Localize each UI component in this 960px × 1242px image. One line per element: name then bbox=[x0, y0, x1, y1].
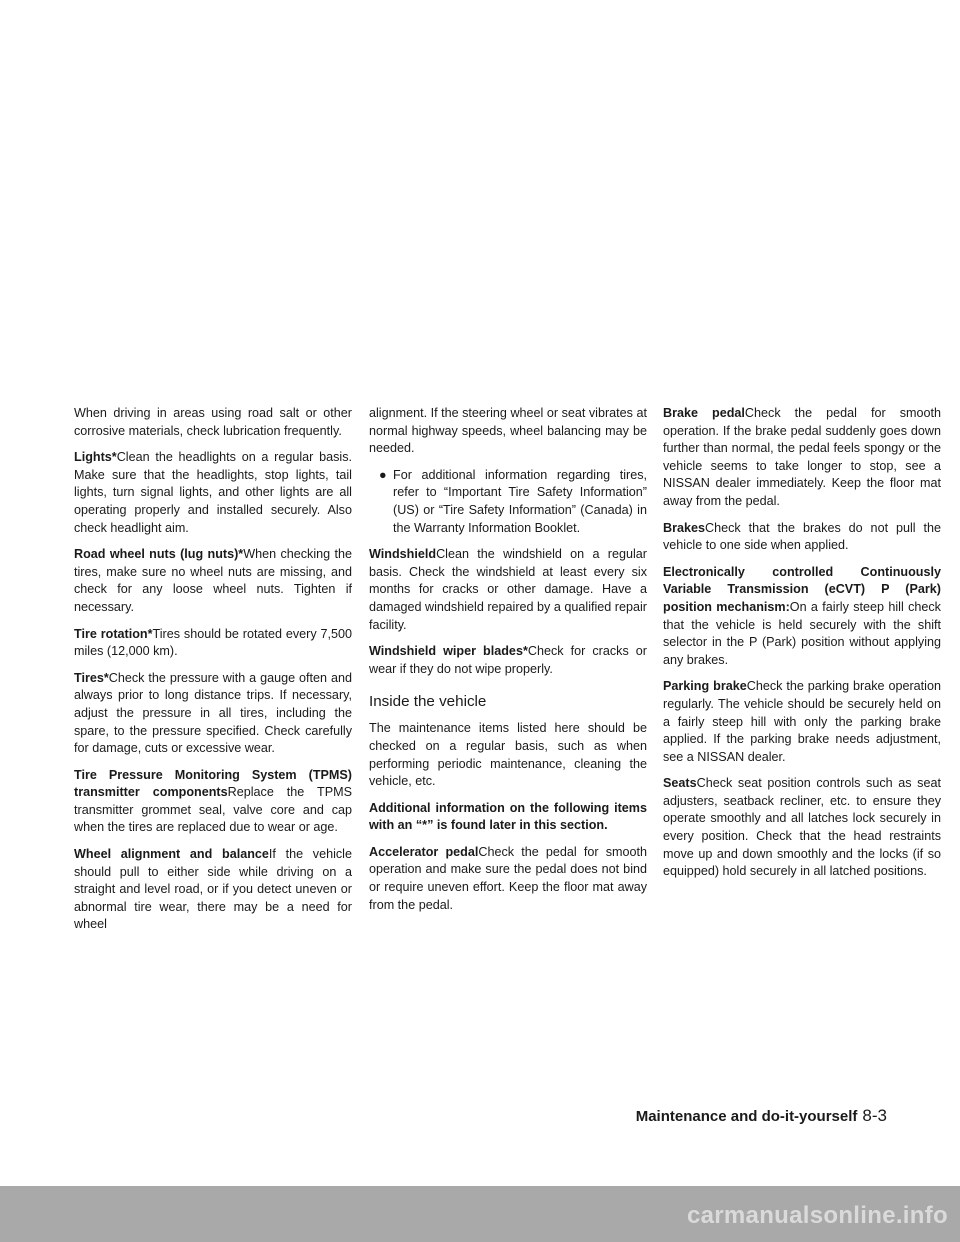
term: Accelerator pedal bbox=[369, 844, 479, 859]
bold-note bbox=[369, 800, 647, 835]
section-heading: Inside the vehicle bbox=[369, 693, 487, 711]
item-brake-pedal bbox=[663, 405, 941, 511]
description: Check that the brakes do not pull the vehicle to one side when applied. bbox=[663, 520, 941, 553]
description: Clean the windshield on a regular basis. Check the windshield at least every six months for cracks or other damage. Have a damaged windshield repaired by a qualified repair facility. bbox=[369, 547, 647, 632]
term: Seats bbox=[663, 776, 697, 791]
term: Tire rotation* bbox=[74, 626, 153, 641]
term: Tire Pressure Monitoring System (TPMS) transmitter components bbox=[74, 767, 352, 800]
bullet-item bbox=[369, 467, 647, 537]
item-road-wheel-nuts bbox=[74, 546, 352, 616]
item-tire-rotation bbox=[74, 626, 352, 661]
description: Clean the headlights on a regular basis. Make sure that the headlights, stop lights, tail lights, turn signal lights, and other lights are all operating properly and installed securely. Also check headlight aim. bbox=[74, 450, 352, 535]
item-seats bbox=[663, 775, 941, 881]
term: Brakes bbox=[663, 520, 706, 535]
item-lights bbox=[74, 449, 352, 537]
bullet-icon: ● bbox=[379, 467, 387, 482]
description: Check the pedal for smooth operation and make sure the pedal does not bind or require uneven effort. Keep the floor mat away from the pedal. bbox=[369, 844, 647, 912]
term: Parking brake bbox=[663, 679, 747, 694]
bold-note-text: Additional information on the following items with an “*” is found later in this section. bbox=[369, 800, 647, 833]
page-footer bbox=[636, 1106, 887, 1126]
item-parking-brake bbox=[663, 678, 941, 766]
column-left bbox=[74, 405, 352, 943]
description: On a fairly steep hill check that the vehicle is held securely with the shift selector in the P (Park) position without applying any brakes. bbox=[663, 599, 941, 667]
term: Windshield bbox=[369, 547, 437, 562]
continuation-paragraph: alignment. If the steering wheel or seat vibrates at normal highway speeds, wheel balancing may be needed. bbox=[369, 406, 647, 456]
description: Tires should be rotated every 7,500 miles (12,000 km). bbox=[74, 626, 353, 659]
item-accelerator-pedal bbox=[369, 844, 647, 914]
term: Lights* bbox=[74, 450, 117, 465]
description: Replace the TPMS transmitter grommet seal, valve core and cap when the tires are replaced due to wear or age. bbox=[74, 785, 353, 835]
term: Road wheel nuts (lug nuts)* bbox=[74, 547, 244, 562]
item-brakes bbox=[663, 520, 941, 555]
term: Wheel alignment and balance bbox=[74, 847, 269, 862]
term: Brake pedal bbox=[663, 406, 745, 420]
description: Check for cracks or wear if they do not wipe properly. bbox=[369, 644, 647, 676]
item-wheel-alignment bbox=[74, 846, 352, 934]
description: Check the parking brake operation regularly. The vehicle should be securely held on a fairly steep hill with only the parking brake applied. If the parking brake needs adjustment, see a NISSAN dealer. bbox=[663, 679, 941, 764]
term: Electronically controlled Continuously Variable Transmission (eCVT) P (Park) position mechanism: bbox=[663, 564, 941, 614]
bullet-text: For additional information regarding tires, refer to “Important Tire Safety Information” (US) or “Tire Safety Information” (Canada) in the Warranty Information Booklet. bbox=[393, 467, 647, 535]
item-ecvt-park bbox=[663, 564, 941, 670]
column-right bbox=[663, 405, 941, 890]
item-tires bbox=[74, 670, 352, 758]
description: Check the pedal for smooth operation. If the brake pedal suddenly goes down further than normal, the pedal feels spongy or the vehicle seems to take longer to stop, see a NISSAN dealer immediately. Keep the floor mat away from the pedal. bbox=[663, 406, 941, 508]
section-title: Maintenance and do-it-yourself bbox=[635, 1108, 858, 1125]
column-middle bbox=[369, 405, 647, 923]
description: Check the pressure with a gauge often and always prior to long distance trips. If necessary, adjust the pressure in all tires, including the spare, to the pressure specified. Check carefully for damage, cuts or excessive wear. bbox=[74, 670, 352, 756]
item-wiper-blades bbox=[369, 643, 647, 678]
page-number: 8-3 bbox=[862, 1106, 887, 1125]
watermark-bar bbox=[0, 1186, 960, 1242]
item-tpms bbox=[74, 767, 352, 837]
term: Tires* bbox=[74, 670, 109, 685]
description: When checking the tires, make sure no wheel nuts are missing, and check for any loose wheel nuts. Tighten if necessary. bbox=[74, 547, 352, 614]
watermark-text: carmanualsonline.info bbox=[686, 1202, 948, 1229]
term: Windshield wiper blades* bbox=[369, 644, 528, 659]
description: If the vehicle should pull to either side while driving on a straight and level road, or if you detect uneven or abnormal tire wear, there may be a need for wheel bbox=[74, 847, 352, 932]
item-windshield bbox=[369, 546, 647, 634]
section-intro: The maintenance items listed here should be checked on a regular basis, such as when performing periodic maintenance, cleaning the vehicle, etc. bbox=[369, 721, 647, 789]
description: Check seat position controls such as seat adjusters, seatback recliner, etc. to ensure they operate smoothly and all latches lock securely in every position. Check that the head restraints move up and down smoothly and the locks (if so equipped) hold securely in all latched positions. bbox=[663, 776, 941, 879]
intro-paragraph: When driving in areas using road salt or other corrosive materials, check lubrication frequently. bbox=[74, 406, 352, 438]
